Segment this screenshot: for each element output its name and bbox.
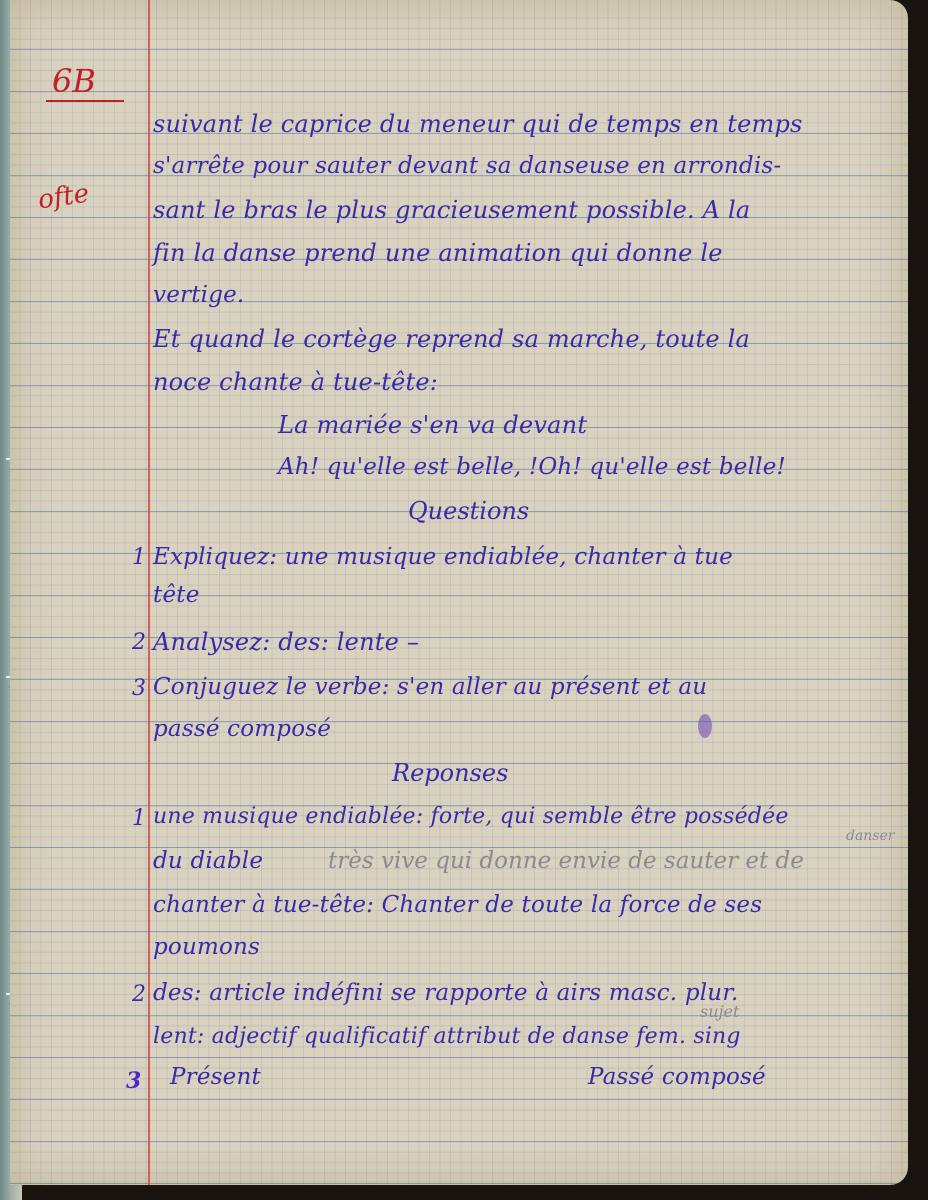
answer-line: poumons [153, 934, 261, 960]
margin-line [148, 0, 150, 1185]
pencil-correction: danser [846, 828, 895, 844]
text-line: sant le bras le plus gracieusement possible. A la [153, 196, 751, 224]
text-line: fin la danse prend une animation qui donne le [153, 239, 723, 267]
text-line: suivant le caprice du meneur qui de temps en temps [153, 110, 803, 138]
answer-line: des: article indéfini se rapporte à airs masc. plur. [153, 980, 739, 1006]
conjugation-heading: Passé composé [588, 1064, 766, 1090]
ink-stain [698, 714, 712, 738]
answer-line: une musique endiablée: forte, qui semble être possédée [153, 804, 789, 829]
text-line: Et quand le cortège reprend sa marche, toute la [153, 325, 751, 353]
song-line: La mariée s'en va devant [278, 411, 588, 439]
reponses-title: Reponses [392, 759, 509, 787]
text-line: noce chante à tue-tête: [153, 368, 439, 396]
teacher-grade: 6B [52, 62, 96, 100]
answer-line: chanter à tue-tête: Chanter de toute la force de ses [153, 892, 763, 918]
question-number: 1 [132, 545, 146, 570]
teacher-note: ofte [36, 178, 91, 216]
question-line: tête [153, 582, 200, 608]
question-line: Conjuguez le verbe: s'en aller au présent et au [153, 674, 708, 700]
answer-line: lent: adjectif qualificatif attribut de danse fem. sing [153, 1024, 741, 1049]
answer-line: du diable [153, 848, 264, 874]
question-number: 3 [132, 676, 146, 701]
song-line: Ah! qu'elle est belle, !Oh! qu'elle est belle! [278, 454, 786, 480]
question-line: Analysez: des: lente – [153, 628, 420, 656]
question-line: passé composé [153, 716, 332, 742]
questions-title: Questions [408, 497, 530, 525]
grade-underline [46, 100, 124, 102]
question-number: 2 [132, 630, 146, 655]
answer-number: 1 [132, 806, 146, 831]
text-line: s'arrête pour sauter devant sa danseuse en arrondis- [153, 153, 782, 179]
pencil-correction: très vive qui donne envie de sauter et de [328, 848, 804, 874]
answer-number: 2 [132, 982, 146, 1007]
notebook-page [10, 0, 908, 1185]
question-line: Expliquez: une musique endiablée, chanter à tue [153, 544, 733, 570]
conjugation-heading: Présent [170, 1064, 261, 1090]
text-line: vertige. [153, 282, 245, 308]
pencil-correction: sujet [700, 1002, 740, 1021]
answer-number: 3 [126, 1068, 142, 1094]
